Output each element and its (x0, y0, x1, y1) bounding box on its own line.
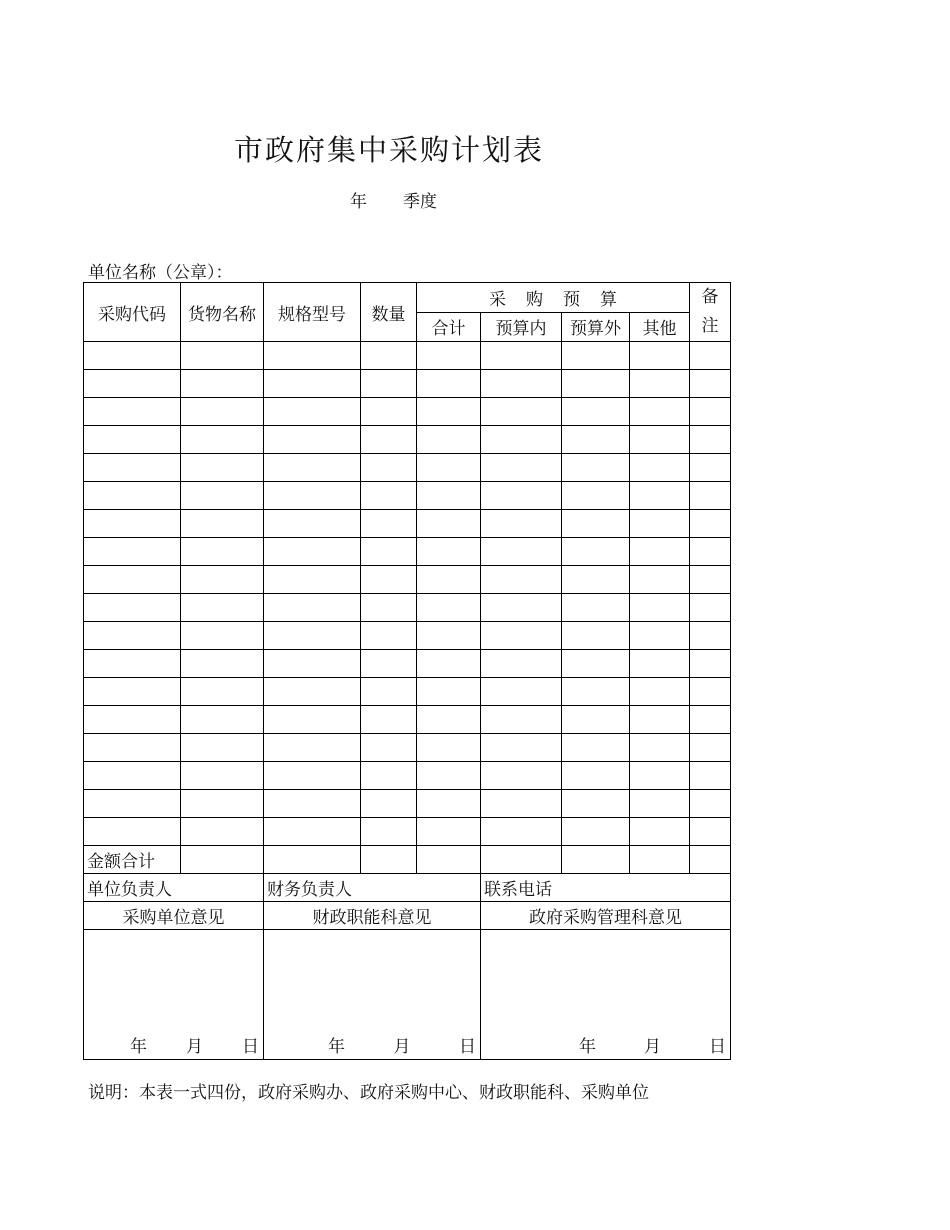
table-cell[interactable] (690, 566, 731, 594)
table-cell[interactable] (690, 678, 731, 706)
table-cell[interactable] (84, 370, 181, 398)
date-line: 年 月 日 (328, 1037, 476, 1057)
contact-phone-row (481, 874, 731, 902)
header-in-budget: 预算内 (481, 312, 562, 342)
table-cell[interactable] (630, 398, 690, 426)
table-cell[interactable] (481, 510, 562, 538)
table-cell[interactable] (630, 622, 690, 650)
table-cell[interactable] (417, 762, 481, 790)
table-cell[interactable] (264, 650, 361, 678)
table-cell[interactable] (481, 426, 562, 454)
table-cell[interactable] (562, 482, 630, 510)
table-cell[interactable] (630, 426, 690, 454)
table-cell[interactable] (361, 790, 417, 818)
table-cell[interactable] (181, 454, 264, 482)
table-cell[interactable] (264, 762, 361, 790)
table-row (84, 454, 731, 482)
table-cell[interactable] (264, 678, 361, 706)
table-cell[interactable] (181, 566, 264, 594)
header-out-budget: 预算外 (562, 312, 630, 342)
table-cell[interactable] (361, 538, 417, 566)
table-cell[interactable] (562, 538, 630, 566)
table-cell[interactable] (417, 566, 481, 594)
table-cell[interactable] (481, 678, 562, 706)
table-cell[interactable] (481, 622, 562, 650)
table-cell[interactable] (417, 818, 481, 846)
table-cell[interactable] (361, 706, 417, 734)
table-cell[interactable] (361, 454, 417, 482)
table-cell[interactable] (264, 846, 361, 874)
table-cell[interactable] (361, 762, 417, 790)
table-cell[interactable] (264, 454, 361, 482)
table-cell[interactable] (264, 622, 361, 650)
table-cell[interactable] (84, 594, 181, 622)
table-cell[interactable] (264, 342, 361, 370)
table-row (84, 762, 731, 790)
table-row (84, 566, 731, 594)
table-cell[interactable] (264, 566, 361, 594)
table-cell[interactable] (181, 762, 264, 790)
table-cell[interactable] (264, 594, 361, 622)
table-cell[interactable] (264, 790, 361, 818)
table-row (84, 790, 731, 818)
header-budget-group: 采 购 预 算 (417, 283, 690, 313)
table-cell[interactable] (181, 734, 264, 762)
table-cell[interactable] (481, 650, 562, 678)
table-cell[interactable] (562, 426, 630, 454)
table-cell[interactable] (264, 818, 361, 846)
table-cell[interactable] (181, 398, 264, 426)
table-cell[interactable] (181, 790, 264, 818)
table-cell[interactable] (361, 734, 417, 762)
table-row (84, 650, 731, 678)
table-row (84, 426, 731, 454)
table-row (84, 370, 731, 398)
table-cell[interactable] (690, 790, 731, 818)
table-cell[interactable] (562, 398, 630, 426)
table-cell[interactable] (264, 370, 361, 398)
opinion-gov-procurement: 政府采购管理科意见 (481, 902, 731, 930)
amount-total-label: 金额合计 (84, 846, 181, 874)
table-cell[interactable] (481, 734, 562, 762)
table-cell[interactable] (630, 370, 690, 398)
header-total: 合计 (417, 312, 481, 342)
table-cell[interactable] (417, 510, 481, 538)
header-other: 其他 (630, 312, 690, 342)
table-cell[interactable] (630, 566, 690, 594)
table-row (84, 538, 731, 566)
table-cell[interactable] (361, 678, 417, 706)
table-cell[interactable] (181, 538, 264, 566)
table-cell[interactable] (562, 678, 630, 706)
table-cell[interactable] (690, 762, 731, 790)
table-cell[interactable] (690, 818, 731, 846)
table-cell[interactable] (630, 762, 690, 790)
table-row (84, 706, 731, 734)
table-cell[interactable] (690, 510, 731, 538)
table-row (84, 510, 731, 538)
table-cell[interactable] (181, 426, 264, 454)
table-cell[interactable] (481, 538, 562, 566)
table-cell[interactable] (417, 622, 481, 650)
table-cell[interactable] (562, 734, 630, 762)
table-cell[interactable] (630, 594, 690, 622)
table-cell[interactable] (562, 342, 630, 370)
table-cell[interactable] (690, 622, 731, 650)
table-cell[interactable] (84, 706, 181, 734)
table-cell[interactable] (417, 734, 481, 762)
table-cell[interactable] (84, 454, 181, 482)
table-cell[interactable] (562, 762, 630, 790)
table-cell[interactable] (630, 482, 690, 510)
table-cell[interactable] (84, 426, 181, 454)
table-cell[interactable] (562, 370, 630, 398)
table-cell[interactable] (84, 398, 181, 426)
table-row (84, 398, 731, 426)
table-cell[interactable] (84, 818, 181, 846)
table-cell[interactable] (630, 342, 690, 370)
table-cell[interactable] (417, 482, 481, 510)
table-cell[interactable] (84, 510, 181, 538)
table-cell[interactable] (690, 706, 731, 734)
table-cell[interactable] (562, 650, 630, 678)
table-cell[interactable] (562, 566, 630, 594)
table-cell[interactable] (417, 454, 481, 482)
table-cell[interactable] (481, 790, 562, 818)
table-cell[interactable] (361, 342, 417, 370)
table-cell[interactable] (264, 706, 361, 734)
opinion-purchasing-unit: 采购单位意见 (84, 902, 264, 930)
table-cell[interactable] (630, 650, 690, 678)
table-row (84, 622, 731, 650)
table-cell[interactable] (630, 538, 690, 566)
table-cell[interactable] (481, 566, 562, 594)
opinion-area-gov-procurement[interactable] (481, 930, 731, 1060)
table-cell[interactable] (417, 790, 481, 818)
table-cell[interactable] (361, 398, 417, 426)
table-cell[interactable] (181, 370, 264, 398)
table-cell[interactable] (481, 846, 562, 874)
table-cell[interactable] (84, 538, 181, 566)
table-cell[interactable] (630, 510, 690, 538)
table-cell[interactable] (417, 706, 481, 734)
table-cell[interactable] (562, 622, 630, 650)
table-cell[interactable] (361, 426, 417, 454)
opinion-finance-dept: 财政职能科意见 (264, 902, 481, 930)
table-cell[interactable] (84, 622, 181, 650)
header-spec: 规格型号 (264, 283, 361, 342)
table-cell[interactable] (562, 790, 630, 818)
table-cell[interactable] (630, 454, 690, 482)
table-cell[interactable] (417, 846, 481, 874)
table-cell[interactable] (417, 398, 481, 426)
table-cell[interactable] (417, 426, 481, 454)
unit-head-label: 单位负责人 (87, 880, 172, 900)
table-cell[interactable] (417, 594, 481, 622)
contact-phone-label: 联系电话 (484, 880, 552, 900)
date-line: 年 月 日 (579, 1037, 726, 1057)
table-cell[interactable] (264, 734, 361, 762)
footnote: 说明：本表一式四份，政府采购办、政府采购中心、财政职能科、采购单位 (88, 1083, 649, 1103)
table-cell[interactable] (181, 594, 264, 622)
table-cell[interactable] (630, 846, 690, 874)
date-line: 年 月 日 (130, 1037, 259, 1057)
table-cell[interactable] (361, 566, 417, 594)
table-cell[interactable] (690, 650, 731, 678)
table-cell[interactable] (690, 594, 731, 622)
procurement-plan-table (83, 282, 731, 1060)
table-cell[interactable] (264, 398, 361, 426)
table-cell[interactable] (181, 706, 264, 734)
table-cell[interactable] (481, 342, 562, 370)
table-cell[interactable] (361, 818, 417, 846)
table-cell[interactable] (630, 818, 690, 846)
table-row (84, 594, 731, 622)
table-cell[interactable] (84, 342, 181, 370)
table-cell[interactable] (630, 678, 690, 706)
opinion-area-finance-dept[interactable] (264, 930, 481, 1060)
header-remark: 备 注 (690, 283, 731, 342)
table-cell[interactable] (562, 818, 630, 846)
table-cell[interactable] (562, 706, 630, 734)
table-cell[interactable] (84, 734, 181, 762)
finance-head-label: 财务负责人 (267, 880, 352, 900)
table-cell[interactable] (690, 342, 731, 370)
table-cell[interactable] (84, 482, 181, 510)
table-cell[interactable] (84, 566, 181, 594)
table-cell[interactable] (481, 762, 562, 790)
table-cell[interactable] (417, 650, 481, 678)
table-cell[interactable] (690, 454, 731, 482)
table-cell[interactable] (690, 482, 731, 510)
table-cell[interactable] (361, 650, 417, 678)
table-row (84, 734, 731, 762)
table-cell[interactable] (264, 538, 361, 566)
table-cell[interactable] (562, 510, 630, 538)
table-cell[interactable] (690, 846, 731, 874)
table-cell[interactable] (361, 846, 417, 874)
table-cell[interactable] (181, 342, 264, 370)
table-cell[interactable] (481, 398, 562, 426)
header-quantity: 数量 (361, 283, 417, 342)
finance-head-row (264, 874, 481, 902)
table-cell[interactable] (417, 538, 481, 566)
table-cell[interactable] (481, 454, 562, 482)
unit-head-row (84, 874, 264, 902)
table-cell[interactable] (84, 650, 181, 678)
table-cell[interactable] (264, 482, 361, 510)
table-cell[interactable] (181, 846, 264, 874)
table-cell[interactable] (84, 678, 181, 706)
table-cell[interactable] (181, 818, 264, 846)
table-cell[interactable] (481, 482, 562, 510)
unit-name-label: 单位名称（公章）： (88, 263, 233, 283)
table-cell[interactable] (481, 594, 562, 622)
table-cell[interactable] (264, 426, 361, 454)
table-cell[interactable] (690, 426, 731, 454)
table-cell[interactable] (417, 370, 481, 398)
table-cell[interactable] (690, 538, 731, 566)
header-goods-name: 货物名称 (181, 283, 264, 342)
table-cell[interactable] (417, 678, 481, 706)
table-row (84, 678, 731, 706)
table-cell[interactable] (264, 510, 361, 538)
table-cell[interactable] (630, 790, 690, 818)
table-cell[interactable] (562, 846, 630, 874)
table-cell[interactable] (481, 370, 562, 398)
table-cell[interactable] (562, 594, 630, 622)
table-cell[interactable] (84, 790, 181, 818)
quarter-label: 季度 (403, 192, 437, 212)
table-cell[interactable] (481, 818, 562, 846)
table-cell[interactable] (181, 482, 264, 510)
table-cell[interactable] (630, 706, 690, 734)
page-title: 市政府集中采购计划表 (234, 133, 545, 167)
table-row (84, 482, 731, 510)
table-cell[interactable] (84, 762, 181, 790)
table-cell[interactable] (690, 370, 731, 398)
table-cell[interactable] (630, 734, 690, 762)
table-row (84, 818, 731, 846)
table-cell[interactable] (361, 594, 417, 622)
header-code: 采购代码 (84, 283, 181, 342)
table-cell[interactable] (562, 454, 630, 482)
table-cell[interactable] (690, 734, 731, 762)
table-cell[interactable] (361, 482, 417, 510)
table-cell[interactable] (181, 650, 264, 678)
table-cell[interactable] (181, 510, 264, 538)
table-cell[interactable] (417, 342, 481, 370)
table-cell[interactable] (181, 678, 264, 706)
table-cell[interactable] (361, 510, 417, 538)
table-cell[interactable] (481, 706, 562, 734)
table-row (84, 342, 731, 370)
table-cell[interactable] (181, 622, 264, 650)
opinion-area-purchasing-unit[interactable] (84, 930, 264, 1060)
year-label: 年 (350, 192, 367, 212)
table-cell[interactable] (690, 398, 731, 426)
period-line (350, 187, 437, 212)
table-cell[interactable] (361, 622, 417, 650)
table-cell[interactable] (361, 370, 417, 398)
